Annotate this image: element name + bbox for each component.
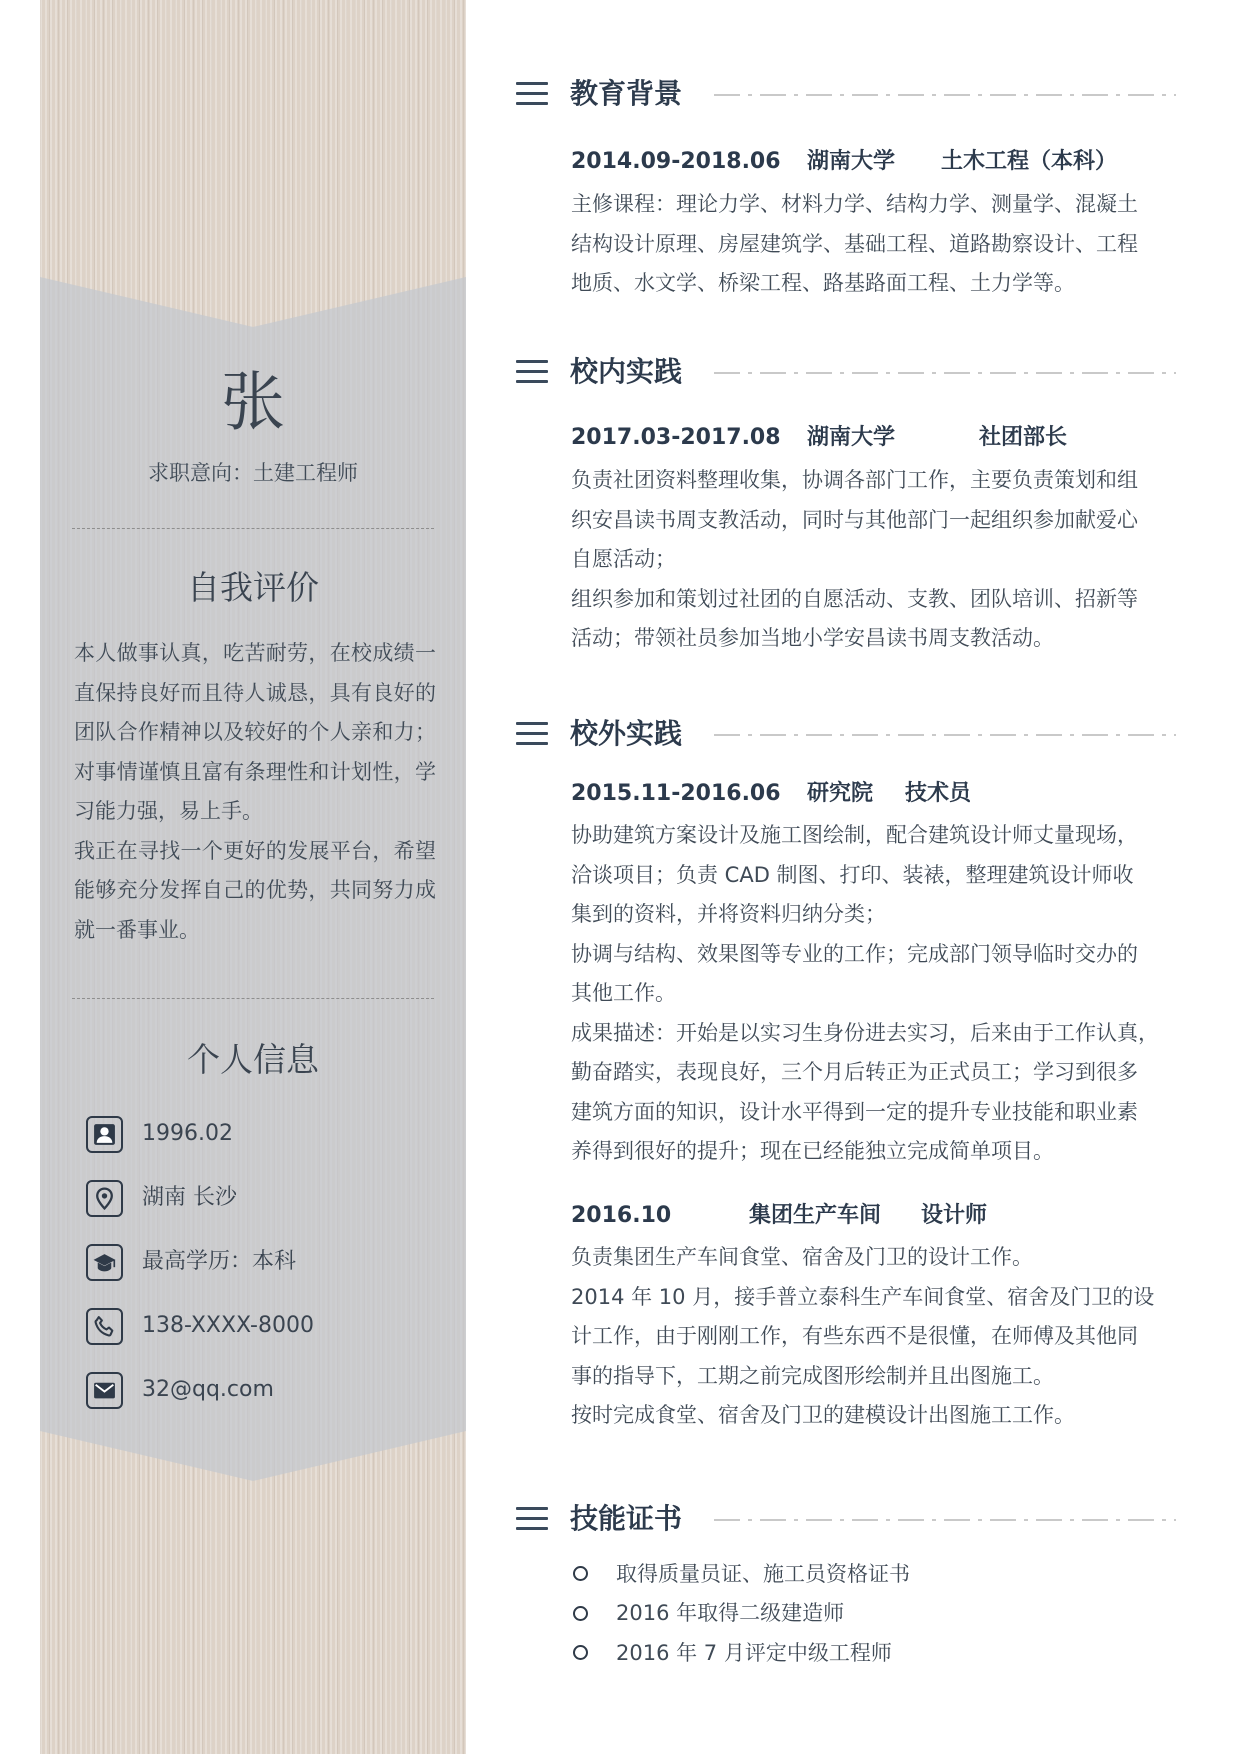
campus-practice-line: 活动；带领社员参加当地小学安昌读书周支教活动。 [571, 626, 1054, 650]
campus-practice-entry-head [571, 422, 1181, 454]
external-practice-section [516, 712, 1176, 756]
external-practice-1-line: 洽谈项目；负责 CAD 制图、打印、装裱，整理建筑设计师收 [571, 862, 1134, 887]
external-practice-2-line: 负责集团生产车间食堂、宿舍及门卫的设计工作。 [571, 1245, 1033, 1269]
education-entry [571, 146, 1181, 304]
self-evaluation-paragraph: 本人做事认真，吃苦耐劳，在校成绩一直保持良好而且待人诚恳，具有良好的团队合作精神以及较好的个人亲和力；对事情谨慎且富有条理性和计划性，学习能力强，易上手。 [74, 641, 436, 823]
external-practice-1-date: 2015.11-2016.06 [571, 781, 781, 806]
external-practice-title: 校外实践 [570, 717, 683, 750]
info-birthdate [86, 1102, 446, 1166]
campus-practice-title: 校内实践 [570, 355, 683, 388]
menu-lines-icon [516, 82, 548, 106]
skills-header [516, 1497, 1176, 1541]
education-major: 土木工程（本科） [941, 149, 1118, 174]
education-date: 2014.09-2018.06 [571, 149, 781, 174]
external-practice-1-line: 协助建筑方案设计及施工图绘制，配合建筑设计师丈量现场， [571, 823, 1138, 847]
person-icon [86, 1116, 123, 1153]
skill-item [573, 1633, 1173, 1673]
external-practice-2-org: 集团生产车间 [749, 1203, 882, 1228]
location-pin-icon [86, 1180, 123, 1217]
info-education [86, 1230, 446, 1294]
campus-practice-section [516, 350, 1176, 394]
campus-practice-org: 湖南大学 [807, 425, 896, 450]
menu-lines-icon [516, 722, 548, 746]
external-practice-entry-1-head [571, 778, 1181, 810]
skills-title: 技能证书 [570, 1502, 683, 1535]
education-courses [571, 185, 1181, 304]
external-practice-1-line: 其他工作。 [571, 981, 676, 1005]
external-practice-1-org: 研究院 [807, 781, 874, 806]
info-education-text: 最高学历：本科 [142, 1249, 297, 1274]
education-header [516, 72, 1176, 116]
external-practice-2-line: 2014 年 10 月，接手普立泰科生产车间食堂、宿舍及门卫的设 [571, 1284, 1155, 1309]
personal-info-title: 个人信息 [187, 1040, 319, 1079]
self-evaluation-title: 自我评价 [187, 568, 319, 607]
campus-practice-line: 织安昌读书周支教活动，同时与其他部门一起组织参加献爱心 [571, 507, 1138, 532]
skill-item-text: 取得质量员证、施工员资格证书 [616, 1561, 910, 1586]
menu-lines-icon [516, 1507, 548, 1531]
external-practice-1-line: 建筑方面的知识，设计水平得到一定的提升专业技能和职业素 [571, 1099, 1138, 1124]
skill-item-text: 2016 年取得二级建造师 [616, 1601, 845, 1626]
personal-info-list [86, 1102, 446, 1422]
title-dash-rule [714, 734, 1176, 736]
info-birthdate-text: 1996.02 [142, 1121, 233, 1146]
info-email [86, 1358, 446, 1422]
external-practice-header [516, 712, 1176, 756]
skills-list [573, 1554, 1173, 1673]
external-practice-entry-1 [571, 778, 1181, 1172]
circle-bullet-icon [573, 1645, 588, 1660]
external-practice-2-line: 事的指导下，工期之前完成图形绘制并且出图施工。 [571, 1363, 1054, 1388]
sidebar [40, 0, 466, 1754]
external-practice-2-line: 按时完成食堂、宿舍及门卫的建模设计出图施工工作。 [571, 1403, 1075, 1427]
external-practice-2-role: 设计师 [921, 1203, 988, 1228]
info-phone [86, 1294, 446, 1358]
education-line: 结构设计原理、房屋建筑学、基础工程、道路勘察设计、工程 [571, 231, 1138, 256]
skill-item [573, 1554, 1173, 1594]
graduation-cap-icon [86, 1244, 123, 1281]
campus-practice-role: 社团部长 [979, 425, 1068, 450]
info-phone-text: 138-XXXX-8000 [142, 1313, 314, 1338]
education-section [516, 72, 1176, 116]
title-dash-rule [714, 372, 1176, 374]
info-location [86, 1166, 446, 1230]
job-intent: 求职意向：土建工程师 [148, 461, 358, 485]
external-practice-1-line: 集到的资料，并将资料归纳分类； [571, 902, 886, 926]
external-practice-1-line: 养得到很好的提升；现在已经能独立完成简单项目。 [571, 1139, 1054, 1163]
phone-icon [86, 1308, 123, 1345]
circle-bullet-icon [573, 1566, 588, 1581]
menu-lines-icon [516, 360, 548, 384]
external-practice-1-description [571, 816, 1181, 1172]
campus-practice-line: 组织参加和策划过社团的自愿活动、支教、团队培训、招新等 [571, 586, 1138, 611]
external-practice-2-line: 计工作，由于刚刚工作，有些东西不是很懂，在师傅及其他同 [571, 1324, 1138, 1348]
envelope-icon [86, 1372, 123, 1409]
campus-practice-description [571, 461, 1181, 659]
education-entry-head [571, 146, 1181, 178]
circle-bullet-icon [573, 1606, 588, 1621]
education-line: 地质、水文学、桥梁工程、路基路面工程、土力学等。 [571, 271, 1075, 295]
education-line: 主修课程：理论力学、材料力学、结构力学、测量学、混凝土 [571, 192, 1138, 216]
skill-item [573, 1594, 1173, 1634]
title-dash-rule [714, 1519, 1176, 1521]
divider [72, 528, 434, 529]
external-practice-2-date: 2016.10 [571, 1203, 672, 1228]
self-evaluation-text [74, 634, 436, 950]
campus-practice-date: 2017.03-2017.08 [571, 425, 781, 450]
external-practice-1-line: 成果描述：开始是以实习生身份进去实习，后来由于工作认真， [571, 1020, 1159, 1045]
external-practice-entry-2-head [571, 1200, 1181, 1232]
candidate-name: 张 [221, 366, 285, 440]
self-evaluation-paragraph: 我正在寻找一个更好的发展平台，希望能够充分发挥自己的优势，共同努力成就一番事业。 [74, 838, 436, 942]
campus-practice-entry [571, 422, 1181, 659]
title-dash-rule [714, 94, 1176, 96]
skills-section [516, 1497, 1176, 1541]
campus-practice-line: 负责社团资料整理收集，协调各部门工作，主要负责策划和组 [571, 468, 1138, 492]
external-practice-entry-2 [571, 1200, 1181, 1436]
external-practice-1-line: 勤奋踏实，表现良好，三个月后转正为正式员工；学习到很多 [571, 1060, 1138, 1084]
info-email-text: 32@qq.com [142, 1377, 274, 1402]
campus-practice-line: 自愿活动； [571, 547, 676, 571]
campus-practice-header [516, 350, 1176, 394]
education-school: 湖南大学 [807, 149, 896, 174]
external-practice-1-role: 技术员 [905, 781, 972, 806]
external-practice-2-description [571, 1238, 1181, 1436]
divider [72, 998, 434, 999]
info-location-text: 湖南 长沙 [142, 1185, 237, 1210]
sidebar-content [40, 0, 466, 1754]
external-practice-1-line: 协调与结构、效果图等专业的工作；完成部门领导临时交办的 [571, 941, 1138, 966]
skill-item-text: 2016 年 7 月评定中级工程师 [616, 1640, 892, 1665]
education-title: 教育背景 [570, 77, 683, 110]
